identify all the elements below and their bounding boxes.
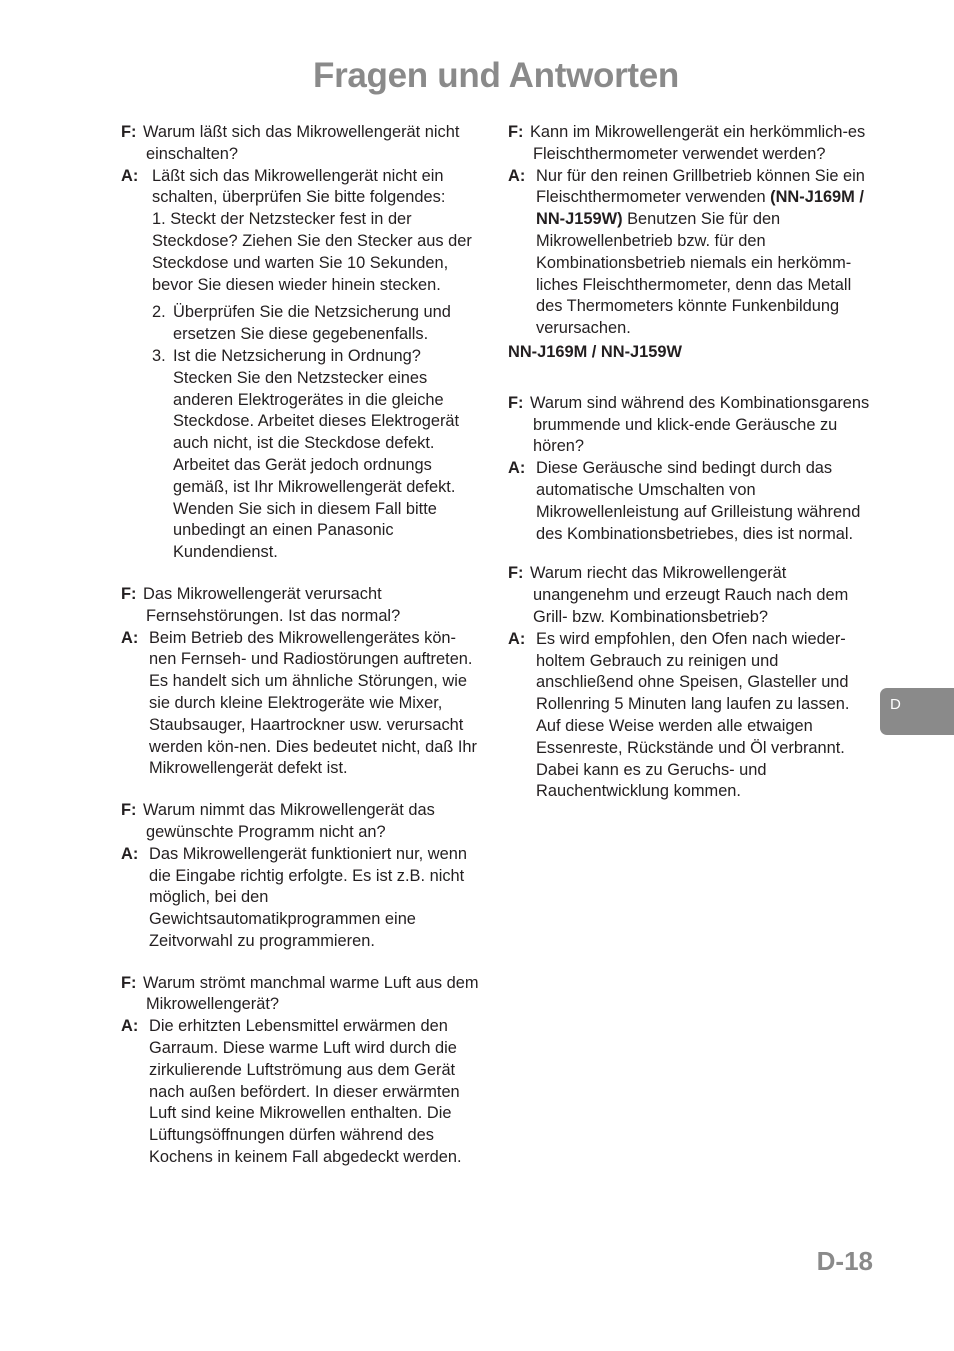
answer-label: A: bbox=[508, 629, 526, 648]
question-label: F: bbox=[121, 801, 137, 820]
answer bbox=[508, 629, 874, 803]
answer-label: A: bbox=[508, 459, 526, 478]
question bbox=[508, 563, 874, 628]
qa-item bbox=[121, 973, 483, 1169]
question-text: Warum nimmt das Mikrowellengerät das gewünschte Programm nicht an? bbox=[143, 801, 435, 841]
answer bbox=[508, 166, 874, 340]
question bbox=[121, 973, 483, 1017]
step-number: 3. bbox=[152, 346, 166, 365]
answer bbox=[121, 1016, 483, 1169]
question bbox=[121, 584, 483, 628]
step-text: Überprüfen Sie die Netzsicherung und ersetzen Sie diese gegebenenfalls. bbox=[173, 303, 451, 344]
answer-text-part: Nur für den reinen Grillbetrieb können Sie ein Fleischthermometer verwenden bbox=[536, 166, 865, 207]
answer-label: A: bbox=[121, 628, 139, 647]
question-text: Das Mikrowellengerät verursacht Fernsehstörungen. Ist das normal? bbox=[143, 584, 401, 625]
step-number: 1. bbox=[152, 210, 166, 229]
question-label: F: bbox=[121, 123, 137, 141]
qa-item bbox=[121, 122, 483, 564]
answer-label: A: bbox=[121, 166, 139, 185]
spacer bbox=[121, 953, 483, 973]
answer-text: Diese Geräusche sind bedingt durch das automatische Umschalten von Mikrowellenleistung auf Grilleistung während des Kombinationsbetriebes, dies ist normal. bbox=[536, 459, 861, 543]
answer-text bbox=[536, 166, 874, 340]
spacer bbox=[121, 564, 483, 584]
answer bbox=[508, 458, 874, 545]
answer-text: Es wird empfohlen, den Ofen nach wieder-holtem Gebrauch zu reinigen und anschließend ohne Speisen, Glasteller und Rollenring 5 Minuten lang laufen zu lassen. Auf diese Weise werden alle etwaigen Essenreste, Rückstände und Öl verbrannt. Dabei kann es zu Geruchs- und Rauchentwicklung kommen. bbox=[536, 629, 850, 801]
spacer bbox=[508, 545, 874, 563]
answer bbox=[121, 844, 483, 953]
answer-text: Das Mikrowellengerät funktioniert nur, wenn die Eingabe richtig erfolgte. Es ist z.B. nicht möglich, bei den Gewichtsautomatikprogrammen eine Zeitvorwahl zu programmieren. bbox=[149, 844, 467, 950]
answer-text: Beim Betrieb des Mikrowellengerätes kön-nen Fernseh- und Radiostörungen auftreten. Es handelt sich um ähnliche Störungen, wie sie durch kleine Elektrogeräte wie Mixer, Staubsauger, Haartrockner usw. verursacht werden kön-nen. Dies bedeutet nicht, daß Ihr Mikrowellengerät defekt ist. bbox=[149, 628, 478, 778]
question-text: Warum riecht das Mikrowellengerät unangenehm und erzeugt Rauch nach dem Grill- bzw. Kombinationsbetrieb? bbox=[530, 564, 849, 626]
model-numbers: (NN-J169M / NN-J159W) bbox=[536, 188, 864, 229]
question bbox=[121, 800, 483, 844]
step-text: Steckt der Netzstecker fest in der Steckdose? Ziehen Sie den Stecker aus der Steckdose und warten Sie 10 Sekunden, bevor Sie diesen wieder hinein stecken. bbox=[152, 210, 472, 294]
answer-text: Läßt sich das Mikrowellengerät nicht ein schalten, überprüfen Sie bitte folgendes: bbox=[152, 166, 446, 207]
question-label: F: bbox=[121, 584, 137, 603]
qa-item bbox=[508, 122, 874, 364]
answer-step bbox=[152, 346, 483, 564]
page-title: Fragen und Antworten bbox=[312, 56, 679, 95]
question-text: Warum sind während des Kombinationsgarens brummende und klick-ende Geräusche zu hören? bbox=[530, 393, 870, 456]
step-number: 2. bbox=[152, 303, 166, 322]
question-text: Warum läßt sich das Mikrowellengerät nicht einschalten? bbox=[143, 123, 460, 163]
language-tab: D bbox=[880, 688, 954, 735]
question-text: Warum strömt manchmal warme Luft aus dem Mikrowellengerät? bbox=[143, 973, 479, 1014]
question-label: F: bbox=[508, 564, 524, 583]
qa-item bbox=[121, 584, 483, 780]
answer-label: A: bbox=[121, 1017, 139, 1036]
answer bbox=[121, 166, 483, 564]
page-number: D-18 bbox=[816, 1246, 873, 1276]
answer-text-part: Benutzen Sie für den Mikrowellenbetrieb bzw. für den Kombinationsbetrieb niemals ein herkömm-liches Fleischthermometer, denn das Metall des Thermometers könnte Funkenbildung verursachen. bbox=[536, 210, 852, 338]
question bbox=[121, 122, 483, 166]
question-label: F: bbox=[508, 393, 524, 412]
model-heading: NN-J169M / NN-J159W bbox=[508, 342, 682, 361]
question bbox=[508, 393, 874, 458]
qa-item bbox=[508, 393, 874, 546]
answer bbox=[121, 628, 483, 781]
answer-text: Die erhitzten Lebensmittel erwärmen den Garraum. Diese warme Luft wird durch die zirkulierende Luftströmung aus dem Gerät nach außen befördert. In dieser erwärmten Luft sind keine Mikrowellen enthalten. Die Lüftungsöffnungen dürfen während des Kochens in keinem Fall abgedeckt werden. bbox=[149, 1017, 462, 1167]
qa-item bbox=[121, 800, 483, 953]
question bbox=[508, 122, 874, 166]
question-text: Kann im Mikrowellengerät ein herkömmlich-es Fleischthermometer verwendet werden? bbox=[530, 123, 866, 163]
answer-label: A: bbox=[508, 166, 526, 185]
spacer bbox=[508, 364, 874, 393]
answer-step bbox=[152, 209, 483, 296]
answer-steps bbox=[152, 209, 483, 564]
right-column bbox=[508, 122, 874, 803]
question-label: F: bbox=[508, 123, 524, 141]
step-text: Ist die Netzsicherung in Ordnung? Stecken Sie den Netzstecker eines anderen Elektrogerätes in die gleiche Steckdose. Arbeitet dieses Elektrogerät auch nicht, ist die Steckdose defekt. Arbeitet das Gerät jedoch ordnungs gemäß, ist Ihr Mikrowellengerät defekt. Wenden Sie sich in diesem Fall bitte unbedingt an einen Panasonic Kundendienst. bbox=[173, 346, 460, 562]
answer-step bbox=[152, 302, 483, 346]
spacer bbox=[121, 780, 483, 800]
answer-label: A: bbox=[121, 844, 139, 863]
qa-item bbox=[508, 563, 874, 803]
question-label: F: bbox=[121, 973, 137, 992]
left-column bbox=[121, 122, 483, 1169]
